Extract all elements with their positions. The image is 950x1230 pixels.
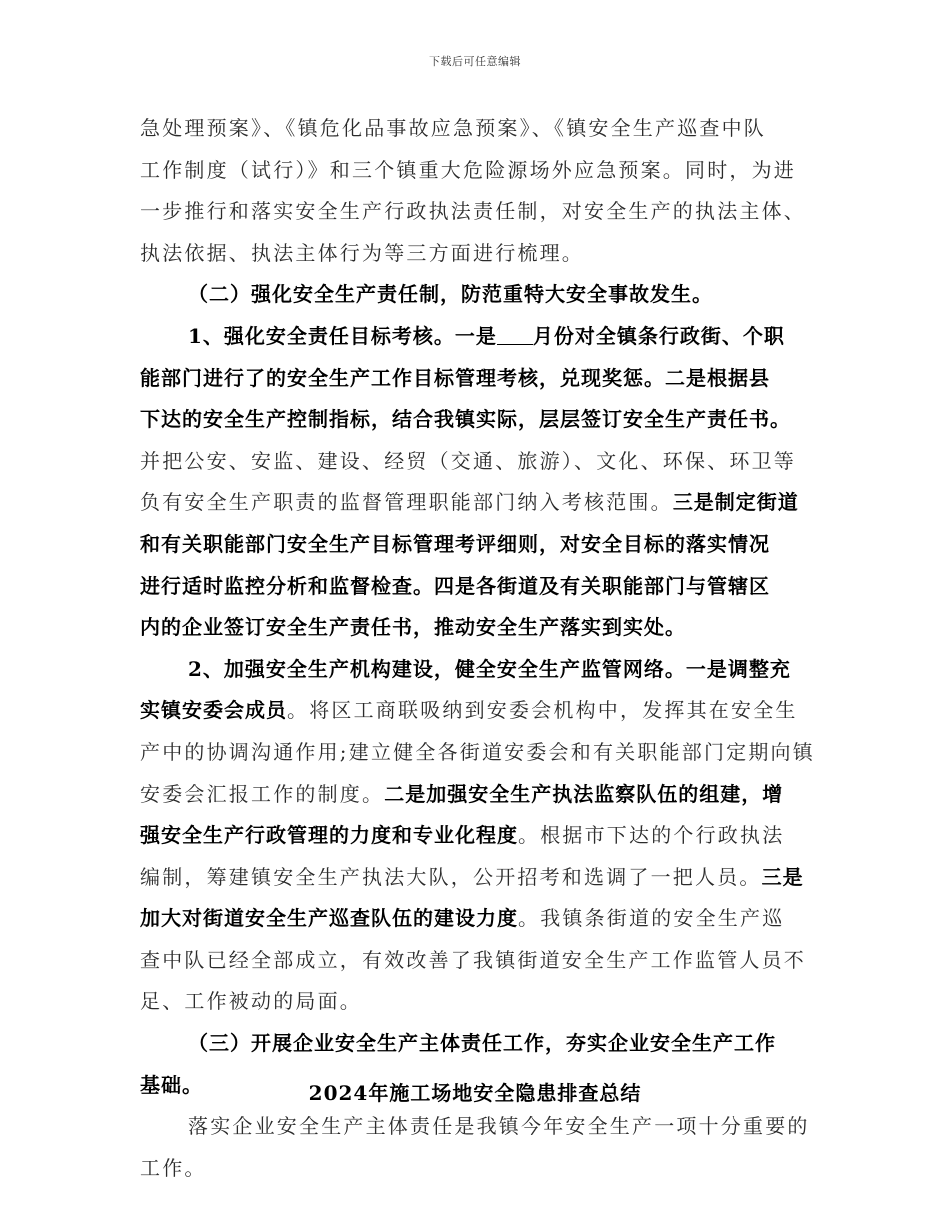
paragraph-line: 负有安全生产职责的监督管理职能部门纳入考核范围。三是制定街道 — [140, 490, 799, 515]
paragraph-line: 2、加强安全生产机构建设，健全安全生产监管网络。一是调整充 — [188, 656, 791, 681]
paragraph-line: 并把公安、安监、建设、经贸（交通、旅游）、文化、环保、环卫等 — [140, 448, 796, 473]
section-heading-3: （三）开展企业安全生产主体责任工作，夯实企业安全生产工作 — [188, 1031, 776, 1056]
paragraph-line: 执法依据、执法主体行为等三方面进行梳理。 — [140, 240, 584, 265]
section-heading-3-cont: 基础。 — [140, 1072, 203, 1097]
paragraph-line: 实镇安委会成员。将区工商联吸纳到安委会机构中，发挥其在安全生 — [140, 698, 798, 723]
paragraph-line: 足、工作被动的局面。 — [140, 989, 362, 1014]
paragraph-line: 编制，筹建镇安全生产执法大队，公开招考和选调了一把人员。三是 — [140, 864, 804, 889]
document-body — [140, 108, 815, 1189]
paragraph-line: 落实企业安全生产主体责任是我镇今年安全生产一项十分重要的 — [188, 1114, 810, 1139]
paragraph-line: 内的企业签订安全生产责任书，推动安全生产落实到实处。 — [140, 615, 686, 640]
paragraph-line: 进行适时监控分析和监督检查。四是各街道及有关职能部门与管辖区 — [140, 573, 770, 598]
fill-blank — [497, 324, 533, 345]
page-header: 下载后可任意编辑 — [429, 55, 521, 68]
paragraph-line: 和有关职能部门安全生产目标管理考评细则，对安全目标的落实情况 — [140, 531, 770, 556]
paragraph-line: 加大对街道安全生产巡查队伍的建设力度。我镇条街道的安全生产巡 — [140, 906, 785, 931]
paragraph-line: 一步推行和落实安全生产行政执法责任制，对安全生产的执法主体、 — [140, 199, 806, 224]
paragraph-line: 安委会汇报工作的制度。二是加强安全生产执法监察队伍的组建，增 — [140, 781, 784, 806]
paragraph-line: 工作。 — [140, 1155, 207, 1180]
paragraph-line: 查中队已经全部成立，有效改善了我镇街道安全生产工作监管人员不 — [140, 947, 806, 972]
next-document-title: 2024年施工场地安全隐患排查总结 — [308, 1081, 642, 1105]
paragraph-line: 下达的安全生产控制指标，结合我镇实际，层层签订安全生产责任书。 — [140, 407, 791, 432]
paragraph-line: 产中的协调沟通作用;建立健全各街道安委会和有关职能部门定期向镇 — [140, 739, 815, 764]
paragraph-line: 强安全生产行政管理的力度和专业化程度。根据市下达的个行政执法 — [140, 823, 785, 848]
paragraph-line: 工作制度（试行）》和三个镇重大危险源场外应急预案。同时，为进 — [140, 157, 796, 182]
paragraph-line: 1、强化安全责任目标考核。一是 月份对全镇条行政街、个职 — [188, 323, 785, 348]
paragraph-line: 能部门进行了的安全生产工作目标管理考核，兑现奖惩。二是根据县 — [140, 365, 770, 390]
section-heading-2: （二）强化安全生产责任制，防范重特大安全事故发生。 — [188, 282, 713, 307]
paragraph-line: 急处理预案》、《镇危化品事故应急预案》、《镇安全生产巡查中队 — [140, 116, 766, 140]
